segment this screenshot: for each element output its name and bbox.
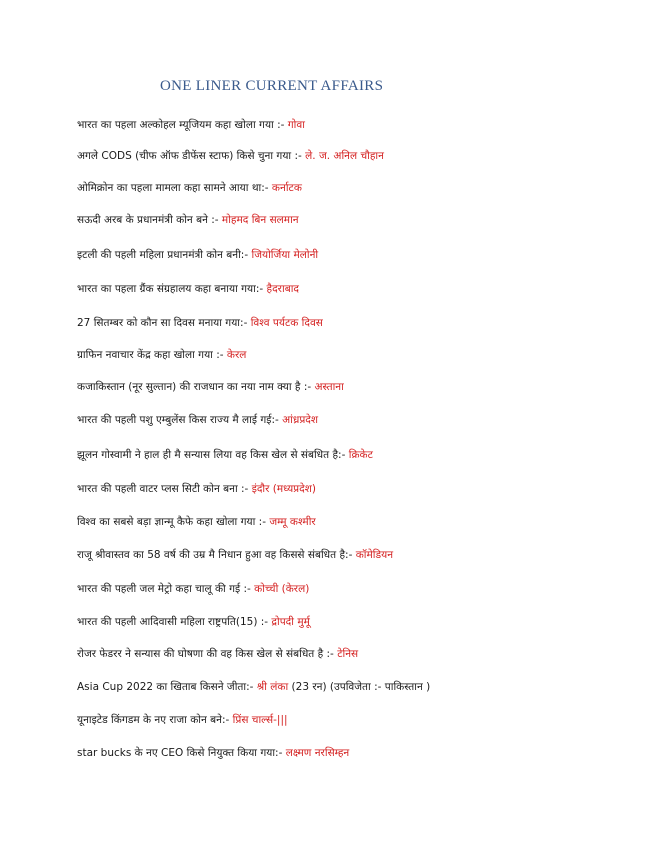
list-item <box>77 448 373 462</box>
answer-text: विश्व पर्यटक दिवस <box>250 317 323 329</box>
answer-text: आंध्रप्रदेश <box>282 414 319 426</box>
answer-text: गोवा <box>287 119 305 131</box>
question-text: राजू श्रीवास्तव का 58 वर्ष की उम्र मै निधान हुआ वह किससे संबधित है:- <box>77 549 353 561</box>
question-text: star bucks के नए CEO किसे नियुक्त किया गया:- <box>77 747 283 759</box>
answer-text: कोच्ची (केरल) <box>254 583 310 595</box>
answer-text: इंदौर (मध्यप्रदेश) <box>251 483 316 495</box>
answer-text: जियोर्जिया मेलोनी <box>251 249 319 261</box>
question-text: झूलन गोस्वामी ने हाल ही मै सन्यास लिया वह किस खेल से संबधित है:- <box>77 449 346 461</box>
list-item <box>77 413 318 427</box>
answer-text: प्रिंस चार्ल्स-||| <box>232 714 288 726</box>
question-text: भारत का पहला अल्कोहल म्यूजियम कहा खोला गया :- <box>77 119 285 131</box>
question-text: ग्राफिन नवाचार केंद्र कहा खोला गया :- <box>77 349 224 361</box>
answer-text: केरल <box>226 349 247 361</box>
list-item <box>77 680 430 694</box>
answer-text: जम्मू कश्मीर <box>269 516 316 528</box>
answer-text: लक्ष्मण नरसिम्हन <box>285 747 350 759</box>
question-text: भारत की पहली जल मेट्रो कहा चालू की गई :- <box>77 583 251 595</box>
question-text: अगले CODS (चीफ ऑफ डीफेंस स्टाफ) किसे चुना गया :- <box>77 150 302 162</box>
list-item <box>77 213 299 227</box>
extra-text: (23 रन) (उपविजेता :- पाकिस्तान ) <box>288 681 431 693</box>
question-text: भारत की पहली आदिवासी महिला राष्ट्रपति(15) :- <box>77 616 269 628</box>
list-item <box>77 248 318 262</box>
answer-text: हैदराबाद <box>266 283 299 295</box>
list-item <box>77 746 349 760</box>
list-item <box>77 348 246 362</box>
answer-text: कर्नाटक <box>271 182 302 194</box>
list-item <box>77 149 384 163</box>
question-text: ओमिक्रोन का पहला मामला कहा सामने आया था:- <box>77 182 269 194</box>
answer-text: टेनिस <box>337 648 359 660</box>
list-item <box>77 582 309 596</box>
question-text: विश्व का सबसे बड़ा ज्ञान्मू कैफे कहा खोला गया :- <box>77 516 266 528</box>
list-item <box>77 316 323 330</box>
question-text: कजाकिस्तान (नूर सुल्तान) की राजधान का नया नाम क्या है :- <box>77 381 312 393</box>
list-item <box>77 181 302 195</box>
answer-text: अस्ताना <box>314 381 344 393</box>
list-item <box>77 482 316 496</box>
question-text: भारत की पहली वाटर प्लस सिटी कोन बना :- <box>77 483 249 495</box>
list-item <box>77 282 299 296</box>
question-text: 27 सितम्बर को कौन सा दिवस मनाया गया:- <box>77 317 248 329</box>
answer-text: मोहमद बिन सलमान <box>221 214 299 226</box>
question-text: इटली की पहली महिला प्रधानमंत्री कोन बनी:- <box>77 249 249 261</box>
question-text: Asia Cup 2022 का खिताब किसने जीता:- <box>77 681 254 693</box>
question-text: रोजर फेडरर ने सन्यास की घोषणा की वह किस खेल से संबधित है :- <box>77 648 334 660</box>
list-item <box>77 118 305 132</box>
answer-text: द्रोपदी मुर्मू <box>271 616 310 628</box>
question-text: भारत का पहला ग्रैंक संग्रहालय कहा बनाया गया:- <box>77 283 264 295</box>
question-text: भारत की पहली पशु एम्बुलेंस किस राज्य मै लाई गई:- <box>77 414 279 426</box>
list-item <box>77 713 288 727</box>
document-title: ONE LINER CURRENT AFFAIRS <box>160 78 384 94</box>
answer-text: कॉमेडियन <box>355 549 394 561</box>
list-item <box>77 647 358 661</box>
answer-text: ले. ज. अनिल चौहान <box>305 150 384 162</box>
answer-text: श्री लंका <box>256 681 289 693</box>
answer-text: क्रिकेट <box>348 449 373 461</box>
list-item <box>77 515 316 529</box>
question-text: यूनाइटेड किंगडम के नए राजा कोन बने:- <box>77 714 230 726</box>
list-item <box>77 615 310 629</box>
list-item <box>77 380 344 394</box>
question-text: सऊदी अरब के प्रधानमंत्री कोन बने :- <box>77 214 219 226</box>
list-item <box>77 548 393 562</box>
